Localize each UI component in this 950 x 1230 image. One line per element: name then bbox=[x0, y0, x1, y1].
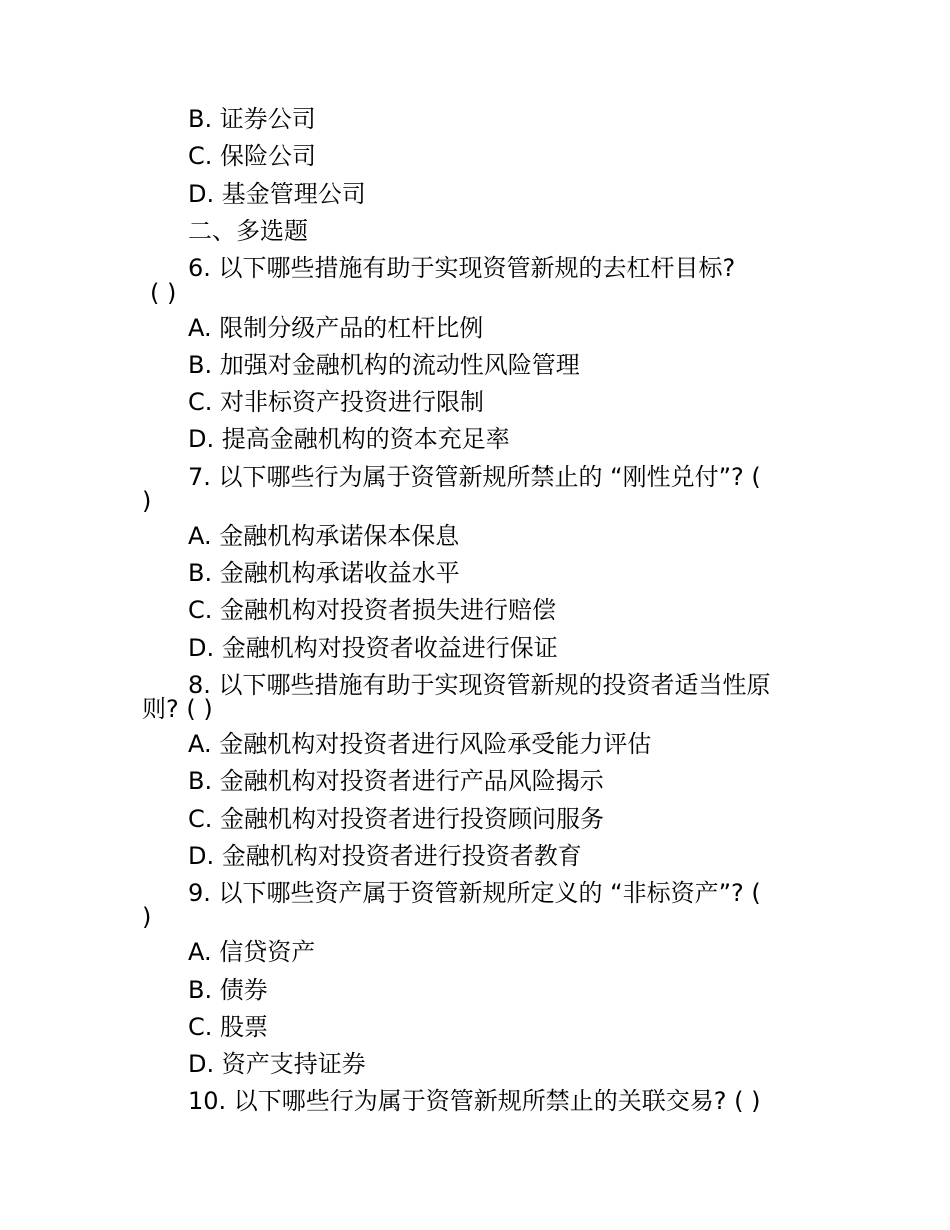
q9-stem: 9. 以下哪些资产属于资管新规所定义的 “非标资产”? ( bbox=[188, 879, 761, 907]
q6-option-a: A. 限制分级产品的杠杆比例 bbox=[188, 314, 484, 342]
q8-option-d: D. 金融机构对投资者进行投资者教育 bbox=[188, 842, 582, 870]
q9-option-c: C. 股票 bbox=[188, 1013, 269, 1041]
q9-stem-continuation: ) bbox=[142, 903, 152, 931]
q8-option-c: C. 金融机构对投资者进行投资顾问服务 bbox=[188, 805, 605, 833]
q10-stem: 10. 以下哪些行为属于资管新规所禁止的关联交易? ( ) bbox=[188, 1087, 761, 1115]
q9-option-a: A. 信贷资产 bbox=[188, 938, 316, 966]
q7-stem: 7. 以下哪些行为属于资管新规所禁止的 “刚性兑付”? ( bbox=[188, 463, 761, 491]
q6-option-d: D. 提高金融机构的资本充足率 bbox=[188, 425, 510, 453]
section-heading: 二、多选题 bbox=[188, 217, 308, 245]
q5-option-c: C. 保险公司 bbox=[188, 142, 317, 170]
q7-option-c: C. 金融机构对投资者损失进行赔偿 bbox=[188, 596, 557, 624]
q6-stem-continuation: ( ) bbox=[150, 279, 177, 307]
q7-option-b: B. 金融机构承诺收益水平 bbox=[188, 559, 460, 587]
q6-option-b: B. 加强对金融机构的流动性风险管理 bbox=[188, 351, 580, 379]
q5-option-d: D. 基金管理公司 bbox=[188, 180, 366, 208]
q7-option-d: D. 金融机构对投资者收益进行保证 bbox=[188, 634, 558, 662]
q5-option-b: B. 证券公司 bbox=[188, 105, 316, 133]
q6-option-c: C. 对非标资产投资进行限制 bbox=[188, 388, 485, 416]
q8-option-a: A. 金融机构对投资者进行风险承受能力评估 bbox=[188, 730, 652, 758]
q8-stem-continuation: 则? ( ) bbox=[142, 695, 213, 723]
q7-stem-continuation: ) bbox=[142, 487, 152, 515]
q8-option-b: B. 金融机构对投资者进行产品风险揭示 bbox=[188, 767, 604, 795]
q6-stem: 6. 以下哪些措施有助于实现资管新规的去杠杆目标? bbox=[188, 254, 736, 282]
q8-stem: 8. 以下哪些措施有助于实现资管新规的投资者适当性原 bbox=[188, 671, 771, 699]
q7-option-a: A. 金融机构承诺保本保息 bbox=[188, 522, 460, 550]
q9-option-d: D. 资产支持证券 bbox=[188, 1050, 366, 1078]
q9-option-b: B. 债券 bbox=[188, 976, 268, 1004]
